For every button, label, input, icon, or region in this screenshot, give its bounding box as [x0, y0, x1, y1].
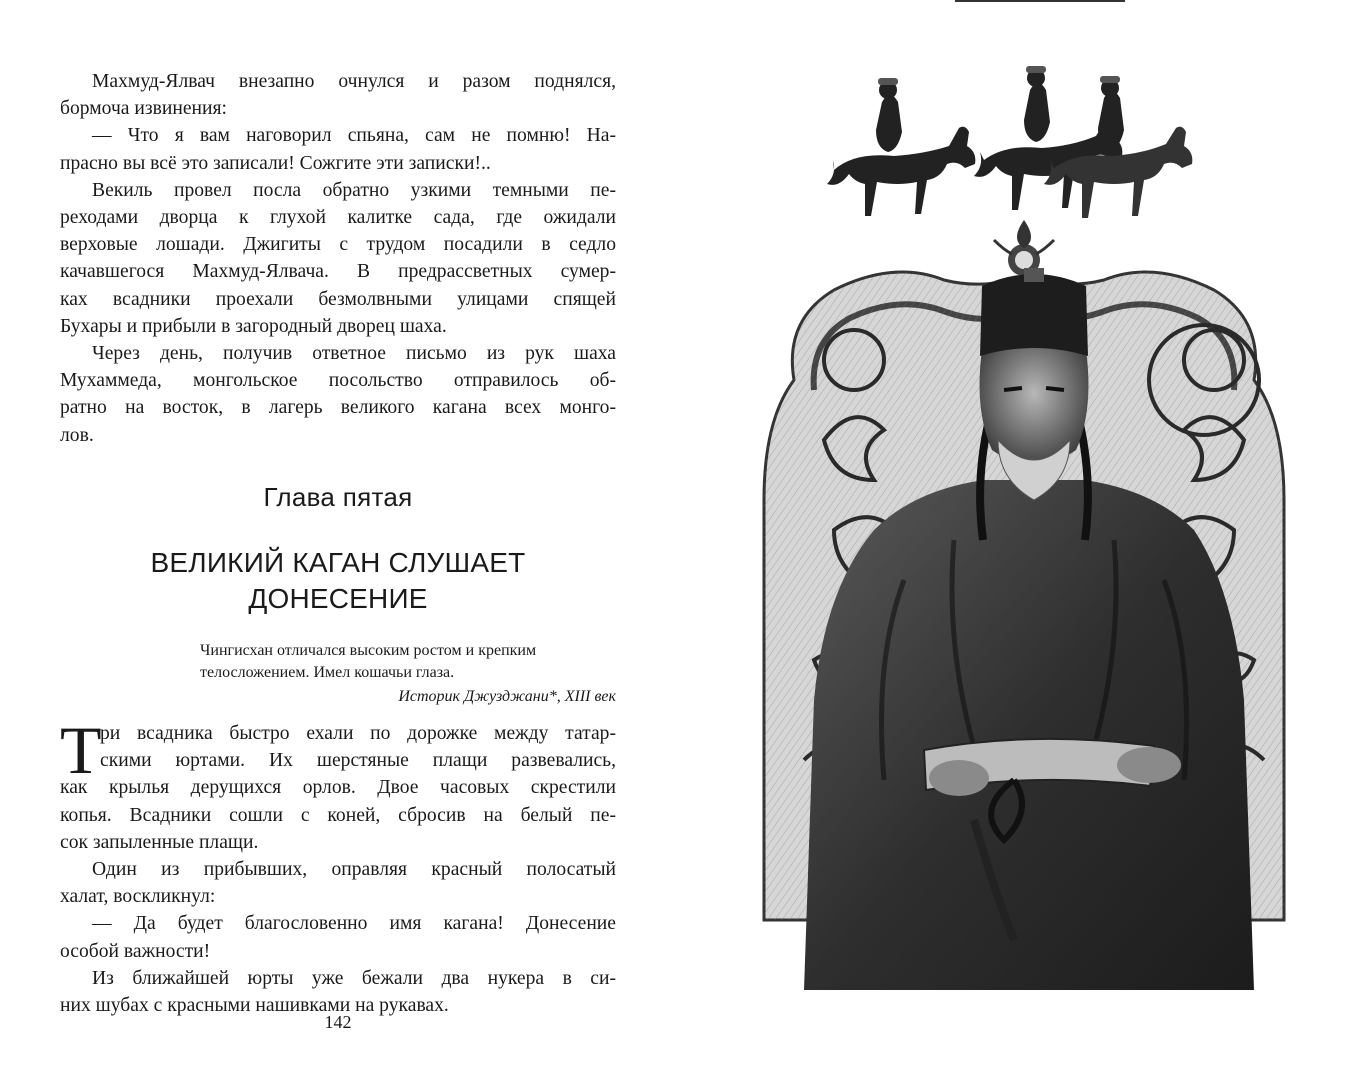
- khan-illustration: [754, 60, 1314, 995]
- text-line: них шубах с красными нашивками на рукавах.: [60, 995, 449, 1017]
- text-line: Через день, получив ответное письмо из рук шаха: [92, 343, 616, 365]
- paragraph: [60, 68, 616, 122]
- epigraph-line: Чингисхан отличался высоким ростом и крепким: [200, 642, 537, 659]
- drop-cap: Т: [60, 712, 102, 788]
- text-line: копья. Всадники сошли с коней, сбросив на белый пе-: [60, 804, 616, 826]
- text-line: Из ближайшей юрты уже бежали два нукера в си-: [92, 967, 616, 989]
- text-line: ратно на восток, в лагерь великого кагана всех монго-: [60, 397, 616, 419]
- top-rule: [955, 0, 1125, 2]
- paragraph: [60, 177, 616, 340]
- chapter-label: Глава пятая: [263, 482, 413, 512]
- paragraph: [60, 340, 616, 449]
- text-line: ри всадника быстро ехали по дорожке между татар-: [100, 723, 616, 744]
- text-line: скими юртами. Их шерстяные плащи развевались,: [100, 750, 616, 772]
- text-line: Векиль провел посла обратно узкими темными пе-: [92, 179, 616, 201]
- text-bottom: [60, 712, 616, 1019]
- text-line: особой важности!: [60, 940, 211, 962]
- text-line: Бухары и прибыли в загородный дворец шаха.: [60, 315, 447, 337]
- text-top: [60, 68, 616, 449]
- text-line: Мухаммеда, монгольское посольство отправилось об-: [60, 370, 616, 392]
- text-line: бормоча извинения:: [60, 98, 227, 120]
- text-line: ках всадники проехали безмолвными улицами спящей: [60, 288, 616, 310]
- paragraph: [60, 122, 616, 176]
- text-line: качавшегося Махмуд-Ялвача. В предрассветных сумер-: [60, 261, 616, 283]
- chapter-title: [60, 545, 616, 617]
- text-line: верховые лошади. Джигиты с трудом посадили в седло: [60, 234, 616, 256]
- epigraph-line: телосложением. Имел кошачьи глаза.: [200, 664, 455, 681]
- flame-emblem: [994, 220, 1054, 276]
- horse-rider-1: [827, 78, 975, 216]
- text-line: реходами дворца к глухой калитке сада, где ожидали: [60, 207, 616, 229]
- text-line: как крылья дерущихся орлов. Двое часовых скрестили: [60, 777, 616, 799]
- page-number: 142: [324, 1012, 352, 1032]
- epigraph-source: Историк Джузджани*, XIII век: [398, 688, 616, 705]
- chapter-title-line: ДОНЕСЕНИЕ: [248, 583, 428, 614]
- text-line: сок запыленные плащи.: [60, 831, 259, 853]
- text-line: лов.: [60, 424, 94, 446]
- text-line: — Да будет благословенно имя кагана! Донесение: [92, 913, 616, 935]
- paragraph: [60, 856, 616, 910]
- text-line: Один из прибывших, оправляя красный полосатый: [92, 859, 616, 881]
- horsemen: [827, 66, 1192, 218]
- paragraph: [60, 910, 616, 964]
- text-line: прасно вы всё это записали! Сожгите эти записки!..: [60, 152, 491, 174]
- text-line: — Что я вам наговорил спьяна, сам не помню! На-: [92, 125, 616, 147]
- paragraph: [60, 712, 616, 856]
- epigraph: [200, 640, 616, 708]
- text-line: Махмуд-Ялвач внезапно очнулся и разом поднялся,: [92, 71, 616, 92]
- text-line: халат, воскликнул:: [60, 886, 216, 908]
- chapter-title-line: ВЕЛИКИЙ КАГАН СЛУШАЕТ: [150, 547, 526, 578]
